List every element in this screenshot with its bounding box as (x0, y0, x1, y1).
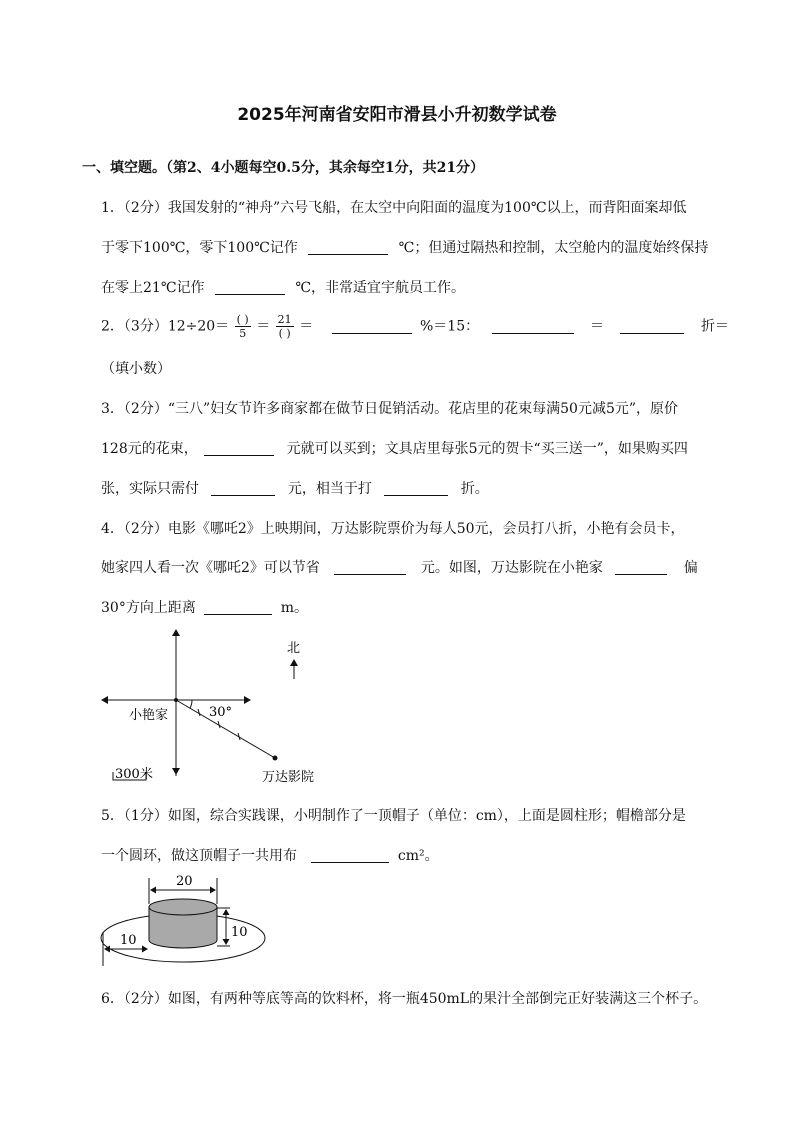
q2-blank-3[interactable] (620, 319, 684, 334)
q4-line3-text-a: 30°方向上距离 (101, 600, 196, 616)
q2-eq2: ＝ (299, 318, 314, 335)
q4-line2-text-b: 元。如图，万达影院在小艳家 (420, 560, 603, 576)
q4-blank-1[interactable] (334, 560, 406, 575)
q1-line2-text-a: 于零下100℃，零下100℃记作 (101, 240, 298, 256)
q2-fraction-1 (235, 313, 251, 340)
home-label: 小艳家 (129, 708, 169, 723)
north-label: 北 (287, 641, 301, 656)
brim-width-label: 10 (120, 933, 137, 948)
height-label: 10 (231, 925, 248, 940)
q3-line3-text-a: 张，实际只需付 (101, 481, 199, 497)
section-heading: 一、填空题。（第2、4小题每空0.5分，其余每空1分，共21分） (82, 160, 485, 176)
q3-blank-2[interactable] (211, 481, 275, 496)
q1-line3-text-b: ℃，非常适宜宇航员工作。 (295, 280, 466, 296)
page-title: 2025年河南省安阳市滑县小升初数学试卷 (237, 105, 557, 125)
q4-line2-text-c: 偏 (683, 560, 698, 576)
q4-line3 (101, 597, 308, 617)
q5-line1: 5．（1分）如图，综合实践课，小明制作了一顶帽子（单位：cm），上面是圆柱形；帽檐部分是 (101, 808, 686, 824)
q5-hat-figure (98, 870, 274, 968)
q3-line1: 3．（2分）“三八”妇女节许多商家都在做节日促销活动。花店里的花束每满50元减5元”，原价 (101, 401, 679, 417)
q4-line1: 4．（2分）电影《哪吒2》上映期间，万达影院票价为每人50元，会员打八折，小艳有会员卡， (101, 521, 685, 537)
q5-line2-text-b: cm²。 (397, 848, 439, 864)
scale-label: 300米 (115, 767, 153, 782)
cylinder-top (149, 899, 217, 915)
q1-line3-text-a: 在零上21℃记作 (101, 280, 205, 296)
q4-line3-text-b: m。 (280, 600, 309, 616)
q3-line3 (101, 478, 489, 498)
q3-line2-text-a: 128元的花束， (101, 441, 198, 457)
q1-line1: 1．（2分）我国发射的“神舟”六号飞船，在太空中向阳面的温度为100℃以上，而背阳面案却低 (101, 200, 687, 216)
q1-line3 (101, 277, 465, 297)
q5-line2-text-a: 一个圆环，做这顶帽子一共用布 (101, 848, 297, 864)
q2-eq: ＝ (256, 318, 271, 335)
q4-direction-figure (96, 624, 336, 789)
q3-line2 (101, 438, 688, 458)
q2-line2: （填小数） (101, 361, 171, 377)
q4-line2-text-a: 她家四人看一次《哪吒2》可以节省 (101, 560, 320, 576)
q2-zhe: 折＝ (700, 318, 729, 335)
q5-line2 (101, 845, 439, 865)
q4-blank-3[interactable] (204, 600, 272, 615)
q2-pct: %＝15： (420, 318, 480, 335)
q1-blank-2[interactable] (215, 280, 285, 295)
q3-line3-text-b: 元，相当于打 (287, 481, 372, 497)
q2-fraction-1-num: ( ) (236, 313, 249, 326)
q6-line1: 6．（2分）如图，有两种等底等高的饮料杯，将一瓶450mL的果汁全部倒完正好装满这三个杯子。 (101, 991, 708, 1007)
q1-line2-text-b: ℃；但通过隔热和控制，太空舱内的温度始终保持 (398, 240, 709, 256)
q2-line1 (101, 313, 729, 340)
diameter-label: 20 (176, 874, 193, 889)
q2-fraction-2-num: 21 (277, 313, 292, 326)
q3-blank-1[interactable] (204, 441, 274, 456)
q2-blank-1[interactable] (332, 319, 412, 334)
q4-blank-2[interactable] (615, 560, 667, 575)
q2-fraction-2 (276, 313, 294, 340)
cinema-point (273, 756, 278, 761)
q5-blank-1[interactable] (311, 848, 389, 863)
home-point (174, 698, 178, 702)
q1-blank-1[interactable] (308, 240, 388, 255)
angle-arc (190, 700, 192, 708)
q3-line3-text-c: 折。 (460, 481, 489, 497)
q2-blank-2[interactable] (492, 319, 574, 334)
q1-line2 (101, 237, 708, 257)
q2-fraction-2-den: ( ) (278, 327, 291, 340)
q4-line2 (101, 557, 698, 577)
cinema-label: 万达影院 (262, 770, 315, 785)
q3-blank-3[interactable] (384, 481, 448, 496)
q2-eq3: ＝ (590, 318, 605, 335)
q2-prefix: 2．（3分）12÷20＝ (101, 318, 230, 335)
q2-fraction-1-den: 5 (239, 327, 247, 340)
angle-label: 30° (209, 705, 233, 720)
q3-line2-text-b: 元就可以买到；文具店里每张5元的贺卡“买三送一”，如果购买四 (286, 441, 688, 457)
